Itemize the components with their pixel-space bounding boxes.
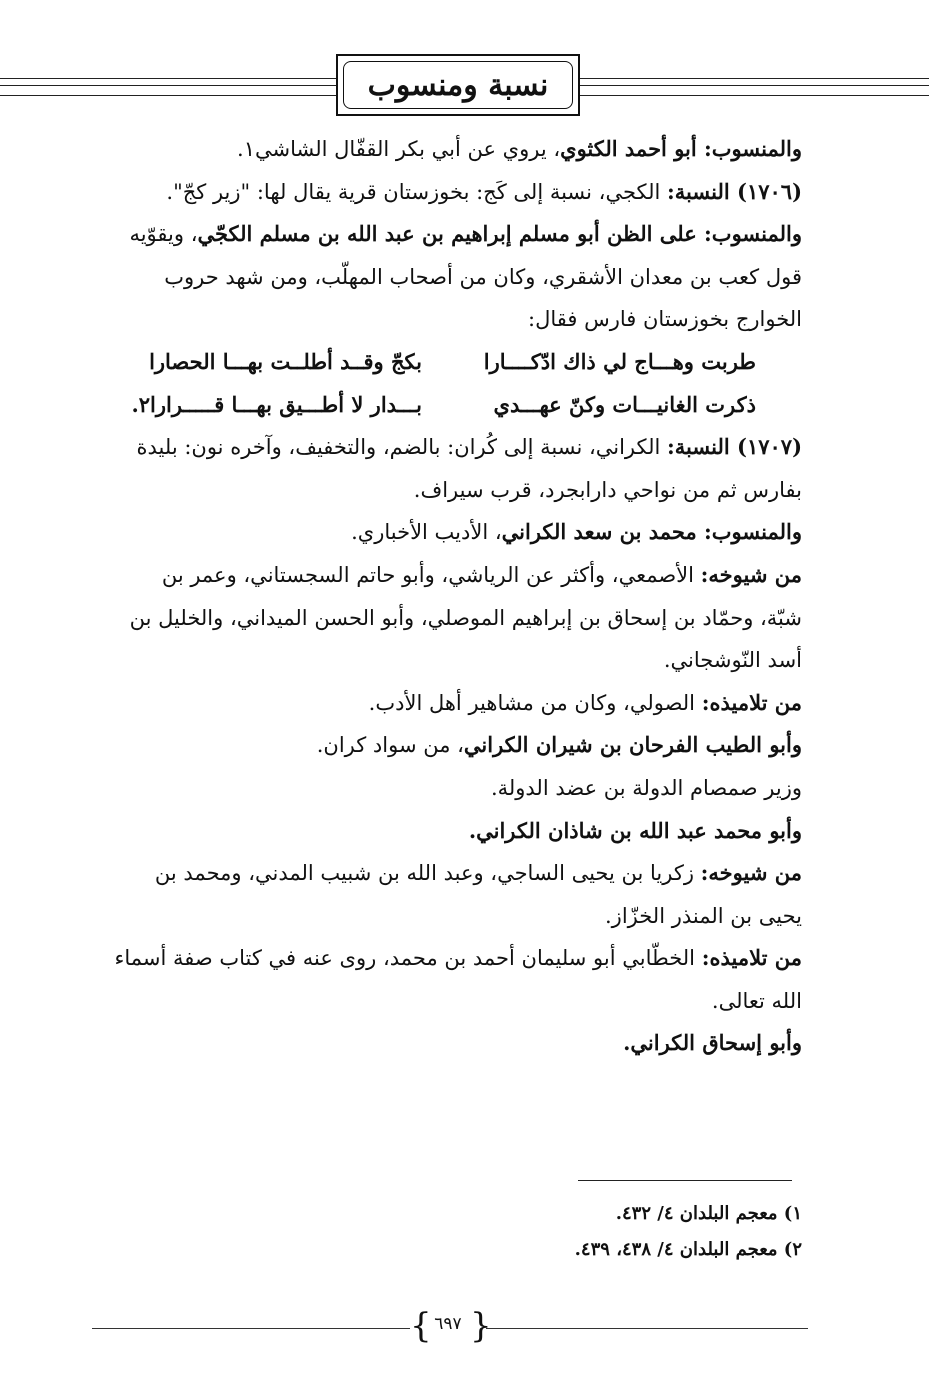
text-line bbox=[112, 554, 802, 597]
text-run: الخوارج بخوزستان فارس فقال: bbox=[528, 307, 802, 332]
text-line bbox=[112, 639, 802, 682]
text-run: الخطّابي أبو سليمان أحمد بن محمد، روى عنه في كتاب صفة أسماء bbox=[114, 946, 702, 971]
bold-text: (١٧٠٧) النسبة: bbox=[667, 434, 802, 460]
hemistich-first: ذكرت الغانيـــات وكنّ عهـــدي bbox=[493, 391, 756, 417]
header-rule-left bbox=[0, 78, 336, 96]
page-number-rule-right bbox=[486, 1328, 808, 1329]
text-line bbox=[112, 469, 802, 512]
text-run: شبّة، وحمّاد بن إسحاق بن إبراهيم الموصلي، وأبو الحسن الميداني، والخليل بن bbox=[129, 605, 802, 630]
text-run: يحيى بن المنذر الخزّاز. bbox=[605, 903, 802, 928]
header-rule-right bbox=[580, 78, 929, 96]
text-run: الله تعالى. bbox=[711, 988, 802, 1013]
bold-text: والمنسوب: أبو أحمد الكثوي bbox=[560, 136, 802, 161]
poem-block bbox=[112, 341, 802, 426]
bold-text: والمنسوب: على الظن أبو مسلم إبراهيم بن عبد الله بن مسلم الكجّي bbox=[197, 221, 802, 247]
text-line bbox=[112, 597, 802, 640]
text-line bbox=[112, 511, 802, 554]
footnote-1: ١) معجم البلدان ٤/ ٤٣٢. bbox=[615, 1203, 802, 1224]
bold-text: (١٧٠٦) النسبة: bbox=[667, 178, 802, 204]
text-run: زكريا بن يحيى الساجي، وعبد الله بن شبيب المدني، ومحمد بن bbox=[154, 861, 701, 886]
bold-text: من شيوخه: bbox=[700, 561, 802, 587]
body-lines-first bbox=[112, 128, 802, 341]
text-run: الكجي، نسبة إلى كَج: بخوزستان قرية يقال لها: "زير كجّ". bbox=[166, 179, 668, 204]
hemistich-first: طربت وهـــاج لي ذاك ادّكــــارا bbox=[483, 348, 756, 374]
bold-text: من تلاميذه: bbox=[701, 689, 802, 715]
text-line bbox=[112, 810, 802, 853]
text-line bbox=[112, 171, 802, 214]
text-run: وزير صمصام الدولة بن عضد الدولة. bbox=[490, 775, 802, 800]
bold-text: والمنسوب: محمد بن سعد الكراني bbox=[501, 519, 802, 545]
body-text bbox=[112, 128, 802, 1065]
text-line bbox=[112, 213, 802, 256]
bold-text: من شيوخه: bbox=[700, 860, 802, 886]
text-line bbox=[112, 256, 802, 299]
text-run: بفارس ثم من نواحي دارابجرد، قرب سيراف. bbox=[413, 477, 802, 502]
text-line bbox=[112, 298, 802, 341]
hemistich-second: بكجّ وقــد أطلــت بهـــا الحصارا bbox=[149, 348, 422, 374]
footnote-rule bbox=[578, 1180, 792, 1181]
text-line bbox=[112, 937, 802, 980]
footnotes bbox=[400, 1196, 802, 1268]
text-line bbox=[112, 767, 802, 810]
text-run: الصولي، وكان من مشاهير أهل الأدب. bbox=[368, 690, 702, 715]
text-line bbox=[112, 426, 802, 469]
text-run: ، ويقوّيه bbox=[129, 222, 198, 247]
text-run: الأصمعي، وأكثر عن الرياشي، وأبو حاتم السجستاني، وعمر بن bbox=[161, 562, 701, 587]
text-line bbox=[112, 1022, 802, 1065]
text-run: الكراني، نسبة إلى كُران: بالضم، والتخفيف، وآخره نون: بليدة bbox=[136, 435, 668, 460]
text-line bbox=[112, 895, 802, 938]
header-title-box bbox=[336, 54, 580, 116]
brace-left-icon: { bbox=[410, 1306, 432, 1346]
hemistich-second: بـــدار لا أطـــيق بهـــا قـــــرارا٢. bbox=[131, 391, 422, 417]
bold-text: من تلاميذه: bbox=[701, 945, 802, 971]
text-line bbox=[112, 128, 802, 171]
bold-text: وأبو الطيب الفرحان بن شيران الكراني bbox=[463, 732, 802, 758]
text-line bbox=[112, 980, 802, 1023]
page-number: ٦٩٧ bbox=[434, 1314, 462, 1334]
text-run: ، الأديب الأخباري. bbox=[351, 520, 502, 545]
text-line bbox=[112, 724, 802, 767]
text-run: ، من سواد كران. bbox=[316, 733, 464, 758]
text-line bbox=[112, 852, 802, 895]
body-lines-second bbox=[112, 426, 802, 1065]
text-line bbox=[112, 682, 802, 725]
bold-text: وأبو إسحاق الكراني. bbox=[623, 1030, 802, 1056]
page-title: نسبة ومنسوب bbox=[367, 67, 549, 103]
poem-verse bbox=[112, 341, 802, 384]
text-run: قول كعب بن معدان الأشقري، وكان من أصحاب المهلّب، ومن شهد حروب bbox=[164, 264, 802, 289]
poem-verse bbox=[112, 384, 802, 427]
page-number-rule-left bbox=[92, 1328, 410, 1329]
brace-right-icon: } bbox=[470, 1306, 492, 1346]
footnote-2: ٢) معجم البلدان ٤/ ٤٣٨، ٤٣٩. bbox=[574, 1239, 802, 1260]
text-run: ، يروي عن أبي بكر القفّال الشاشي١. bbox=[237, 137, 561, 161]
text-run: أسد النّوشجاني. bbox=[663, 648, 802, 673]
bold-text: وأبو محمد عبد الله بن شاذان الكراني. bbox=[468, 817, 802, 843]
